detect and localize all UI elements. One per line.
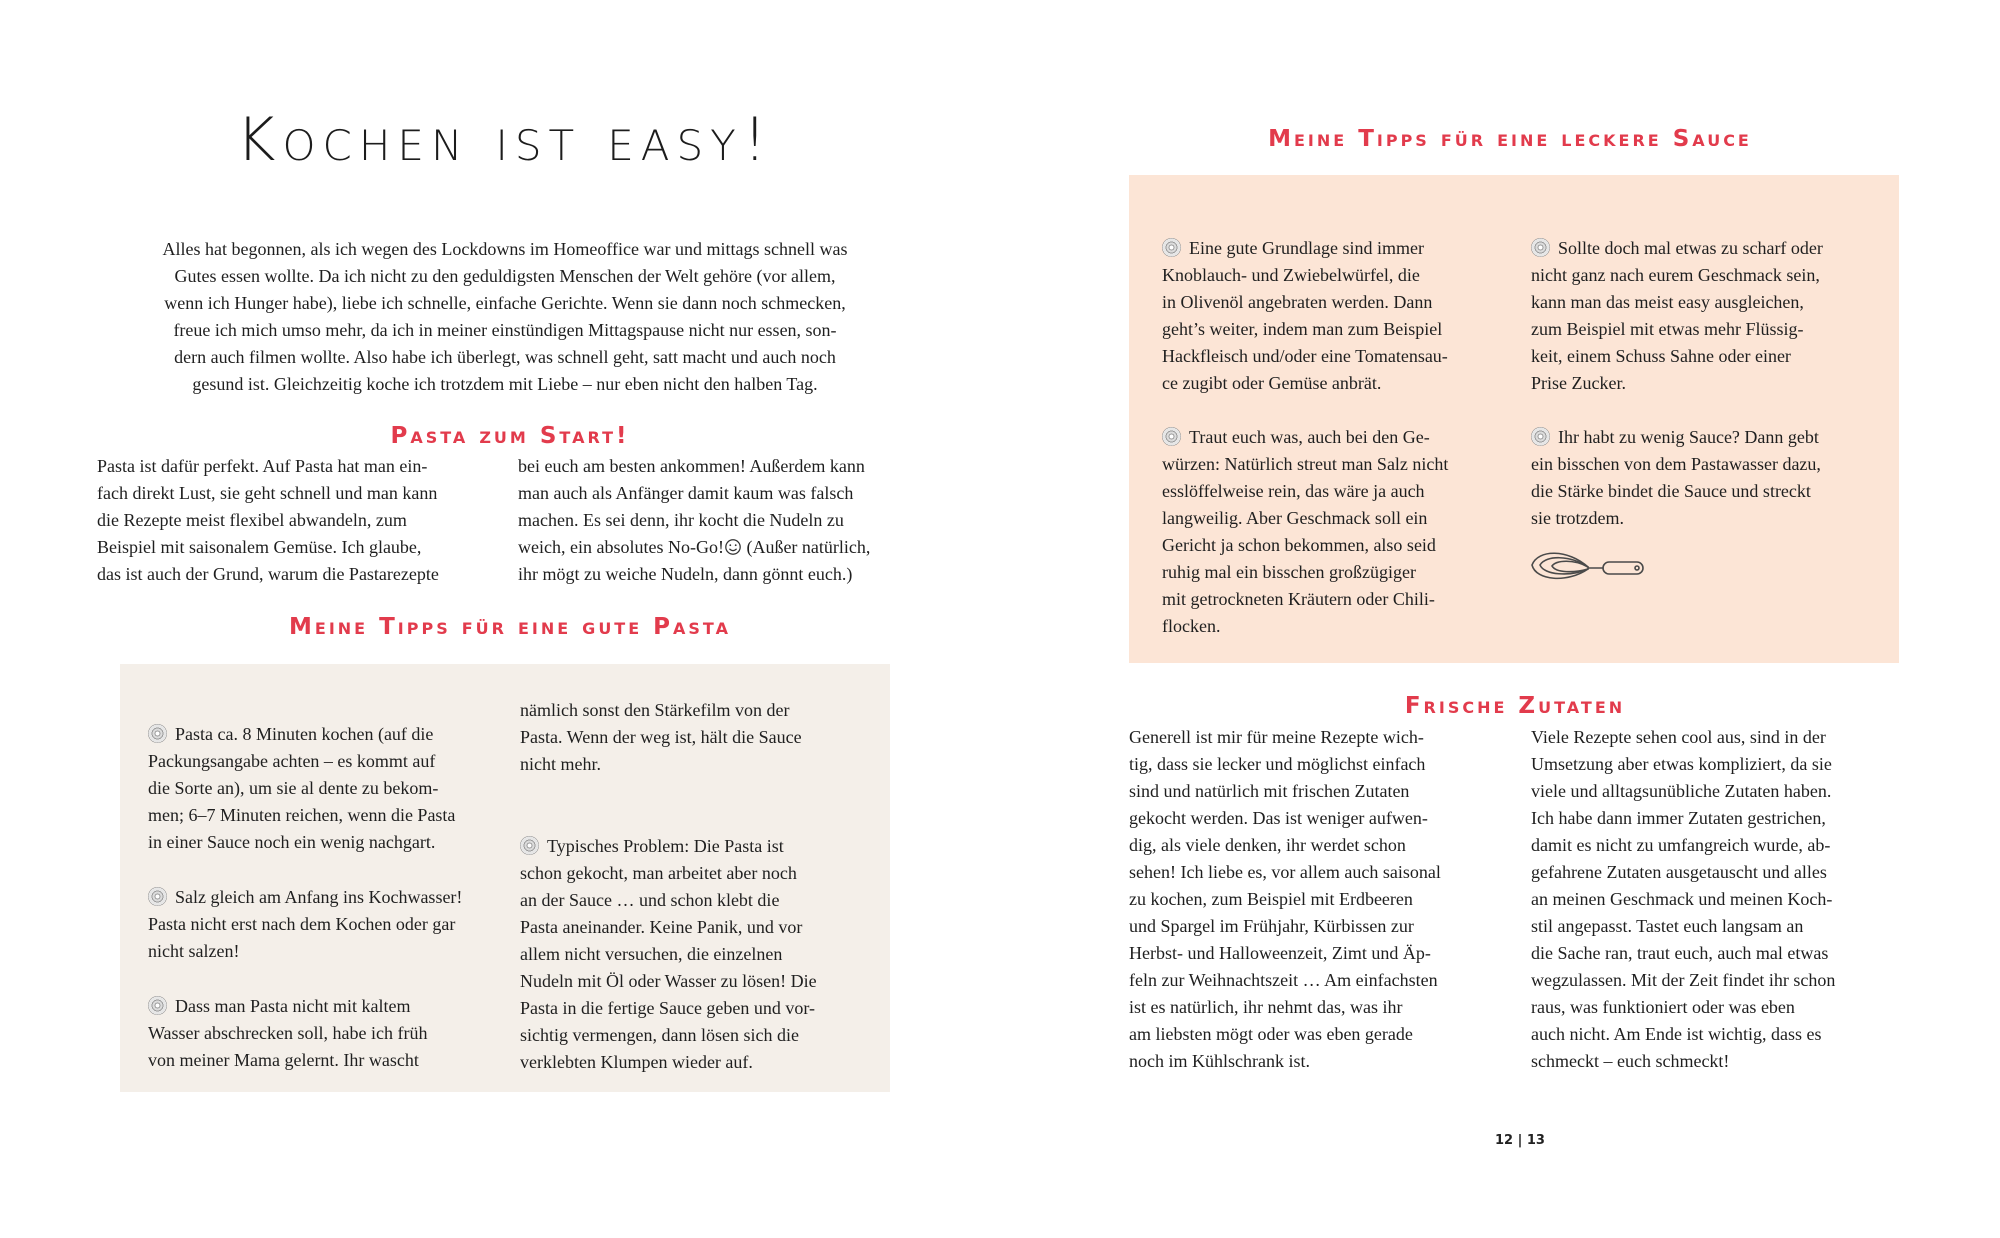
whisk-icon — [1528, 543, 1648, 593]
pasta-tips-box — [120, 664, 890, 1092]
pasta-tip-1 — [148, 694, 498, 856]
fresh-column-2: Viele Rezepte sehen cool aus, sind in der Umsetzung aber etwas kompliziert, da sie viele und alltagsunübliche Zutaten haben. Ich habe dann immer Zutaten gestrichen, damit es nicht zu umfangreich wurde, ab- gefahrene Zutaten ausgetauscht und alles an meinen Geschmack und meinen Koch- stil angepasst. Tastet euch langsam an die Sache ran, traut euch, auch mal etwas wegzulassen. Mit der Zeit findet ihr schon raus, was funktioniert oder was eben auch nicht. Am Ende ist wichtig, dass es schmeckt – euch schmeckt! — [1531, 727, 1836, 1071]
pasta-tip-3-text: Dass man Pasta nicht mit kaltem Wasser abschrecken soll, habe ich früh von meiner Mama gelernt. Ihr wascht — [148, 996, 428, 1070]
tip-bullet-icon — [148, 724, 167, 743]
pasta-start-column-2-text: bei euch am besten ankommen! Außerdem kann man auch als Anfänger damit kaum was falsch machen. Es sei denn, ihr kocht die Nudeln zu weich, ein absolutes No-Go! — [518, 456, 865, 557]
pasta-tip-1-text: Pasta ca. 8 Minuten kochen (auf die Packungsangabe achten – es kommt auf die Sorte an), um sie al dente zu bekom- men; 6–7 Minuten reichen, wenn die Pasta in einer Sauce noch ein wenig nachgart. — [148, 724, 456, 852]
intro-paragraph: Alles hat begonnen, als ich wegen des Lockdowns im Homeoffice war und mittags schnell was Gutes essen wollte. Da ich nicht zu den geduldigsten Menschen der Welt gehöre (vor allem, wenn ich Hunger habe), liebe ich schnelle, einfache Gerichte. Wenn sie dann noch schmecken, freue ich mich umso mehr, da ich in meiner einstündigen Mittagspause nicht nur essen, son- dern auch filmen wollte. Also habe ich überlegt, was schnell geht, satt macht und auch noch gesund ist. Gleichzeitig koche ich trotzdem mit Liebe – nur eben nicht den halben Tag. — [162, 239, 848, 394]
tip-bullet-icon — [1162, 238, 1181, 257]
sauce-tip-2 — [1162, 397, 1512, 640]
sauce-tip-2-text: Traut euch was, auch bei den Ge- würzen: Natürlich streut man Salz nicht esslöffelweise rein, das wäre ja auch langweilig. Aber Geschmack soll ein Gericht ja schon bekommen, also seid ruhig mal ein bisschen großzügiger mit getrockneten Kräutern oder Chili- flocken. — [1162, 427, 1449, 636]
heading-pasta-zum-start: Pasta zum Start! — [390, 423, 630, 449]
sauce-tip-3-text: Sollte doch mal etwas zu scharf oder nicht ganz nach eurem Geschmack sein, kann man das meist easy ausgleichen, zum Beispiel mit etwas mehr Flüssig- keit, einem Schuss Sahne oder einer Prise Zucker. — [1531, 238, 1823, 393]
page-numbers: 12 | 13 — [1495, 1133, 1545, 1148]
sauce-tips-box — [1129, 175, 1899, 663]
pasta-tip-3 — [148, 966, 508, 1074]
sauce-tip-1 — [1162, 208, 1512, 397]
pasta-start-column-2 — [518, 453, 928, 588]
pasta-tip-4 — [520, 806, 880, 1076]
heading-frische-zutaten: Frische Zutaten — [1404, 693, 1626, 719]
pasta-tip-3-continued: nämlich sonst den Stärkefilm von der Pasta. Wenn der weg ist, hält die Sauce nicht mehr. — [520, 700, 802, 774]
tip-bullet-icon — [1531, 427, 1550, 446]
sauce-tip-4-text: Ihr habt zu wenig Sauce? Dann gebt ein bisschen von dem Pastawasser dazu, die Stärke bindet die Sauce und streckt sie trotzdem. — [1531, 427, 1821, 528]
fresh-column-1: Generell ist mir für meine Rezepte wich- tig, dass sie lecker und möglichst einfach sind und natürlich mit frischen Zutaten gekocht werden. Das ist weniger aufwen- dig, als viele denken, ihr werdet schon sehen! Ich liebe es, vor allem auch saisonal zu kochen, zum Beispiel mit Erdbeeren und Spargel im Frühjahr, Kürbissen zur Herbst- und Halloweenzeit, Zimt und Äp- feln zur Weihnachtszeit … Am einfachsten ist es natürlich, ihr nehmt das, was ihr am liebsten mögt oder was eben gerade noch im Kühlschrank ist. — [1129, 727, 1441, 1071]
tip-bullet-icon — [148, 887, 167, 906]
sauce-tip-1-text: Eine gute Grundlage sind immer Knoblauch- und Zwiebelwürfel, die in Olivenöl angebraten werden. Dann geht’s weiter, indem man zum Beispiel Hackfleisch und/oder eine Tomatensau- ce zugibt oder Gemüse anbrät. — [1162, 238, 1448, 393]
pasta-start-column-2-text-end: (Außer natürlich, ihr mögt zu weiche Nudeln, dann gönnt euch.) — [518, 537, 871, 584]
pasta-tip-2-text: Salz gleich am Anfang ins Kochwasser! Pasta nicht erst nach dem Kochen oder gar nicht salzen! — [148, 887, 463, 961]
pasta-tip-2 — [148, 857, 508, 965]
pasta-tip-4-text: Typisches Problem: Die Pasta ist schon gekocht, man arbeitet aber noch an der Sauce … und schon klebt die Pasta aneinander. Keine Panik, und vor allem nicht versuchen, die einzelnen Nudeln mit Öl oder Wasser zu lösen! Die Pasta in die fertige Sauce geben und vor- sichtig vermengen, dann lösen sich die verklebten Klumpen wieder auf. — [520, 836, 817, 1072]
smiley-icon — [724, 538, 742, 556]
page-title: Kochen ist easy! — [236, 105, 774, 175]
heading-tipps-gute-pasta: Meine Tipps für eine gute Pasta — [289, 614, 731, 640]
tip-bullet-icon — [148, 996, 167, 1015]
pasta-start-column-1: Pasta ist dafür perfekt. Auf Pasta hat man ein- fach direkt Lust, sie geht schnell und man kann die Rezepte meist flexibel abwandeln, zum Beispiel mit saisonalem Gemüse. Ich glaube, das ist auch der Grund, warum die Pastarezepte — [97, 456, 439, 584]
sauce-tip-4 — [1531, 397, 1886, 532]
sauce-tip-3 — [1531, 208, 1886, 397]
tip-bullet-icon — [1531, 238, 1550, 257]
tip-bullet-icon — [520, 836, 539, 855]
tip-bullet-icon — [1162, 427, 1181, 446]
heading-tipps-leckere-sauce: Meine Tipps für eine leckere Sauce — [1268, 126, 1752, 152]
